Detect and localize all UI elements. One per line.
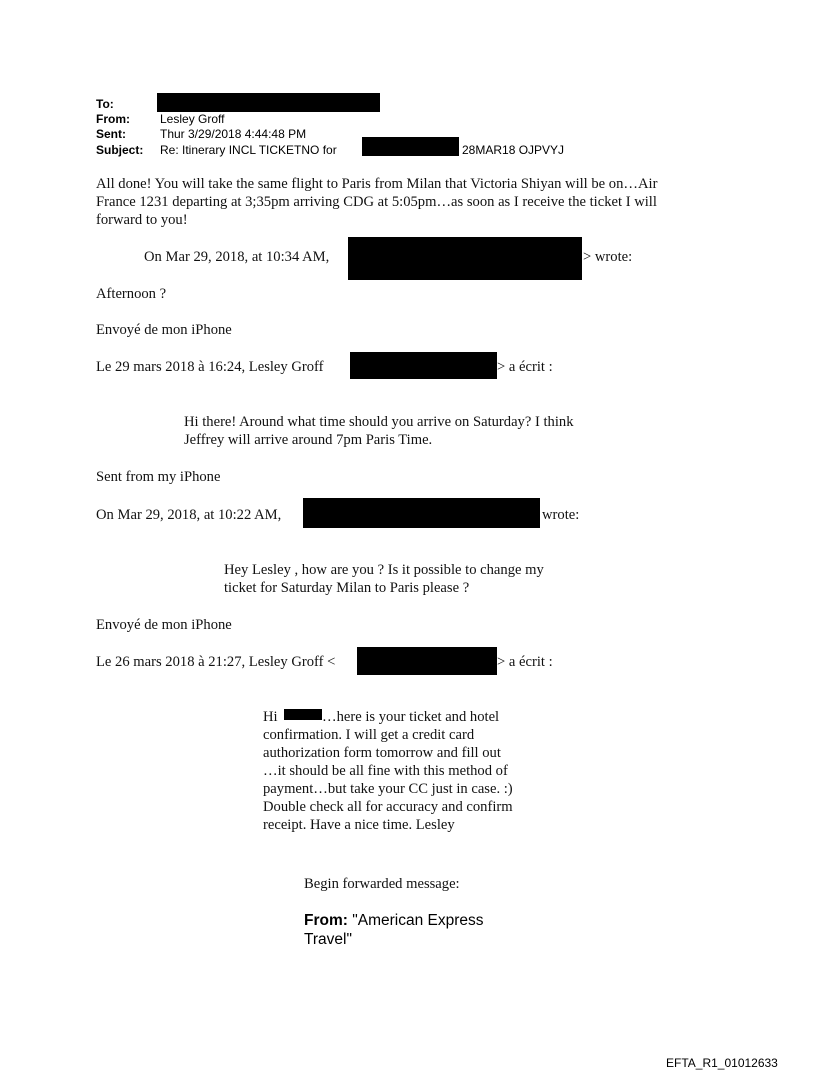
redaction-name [284,709,322,720]
afternoon-text: Afternoon ? [96,286,167,302]
signature-sent-iphone: Sent from my iPhone [96,469,221,485]
ticket-body [263,726,513,834]
begin-forwarded: Begin forwarded message: [304,876,460,892]
from-label: From: [96,112,130,126]
quote-header-2-suffix: > a écrit : [497,359,553,375]
quote-header-3-suffix: wrote: [542,507,580,523]
body-line: Double check all for accuracy and confirm [263,799,513,815]
sent-value: Thur 3/29/2018 4:44:48 PM [160,127,307,141]
reply-line: forward to you! [96,212,188,228]
body-line: Hey Lesley , how are you ? Is it possible to change my [224,562,544,578]
quote-header-2: Le 29 mars 2018 à 16:24, Lesley Groff [96,359,324,375]
redaction-quote-1 [348,237,582,280]
hi-line-prefix: Hi [263,709,278,725]
body-line: …it should be all fine with this method of [263,763,508,779]
subject-prefix: Re: Itinerary INCL TICKETNO for [160,143,337,157]
redaction-quote-3 [303,498,540,528]
signature-envoye-2: Envoyé de mon iPhone [96,617,232,633]
quote-header-1-suffix: > wrote: [583,249,633,265]
forwarded-from-label: From: [304,912,348,929]
hey-lesley-body [224,561,544,597]
quote-header-1: On Mar 29, 2018, at 10:34 AM, [144,249,330,265]
quote-header-3: On Mar 29, 2018, at 10:22 AM, [96,507,282,523]
hi-line-suffix: …here is your ticket and hotel [322,709,500,725]
redaction-to [157,93,380,112]
to-label: To: [96,97,114,111]
forwarded-from [304,911,484,949]
redaction-quote-2 [350,352,497,379]
from-value: Lesley Groff [160,112,225,126]
bates-number: EFTA_R1_01012633 [666,1056,778,1070]
forwarded-from-value: "American Express [352,912,484,929]
reply-line: All done! You will take the same flight to Paris from Milan that Victoria Shiyan will be on…Air [96,176,658,192]
body-line: ticket for Saturday Milan to Paris please ? [224,580,470,596]
subject-label: Subject: [96,143,144,157]
body-line: receipt. Have a nice time. Lesley [263,817,455,833]
body-line: Jeffrey will arrive around 7pm Paris Time. [184,432,433,448]
subject-suffix: 28MAR18 OJPVYJ [462,143,565,157]
forwarded-from-value-cont: Travel" [304,931,352,948]
hi-there-body [184,413,574,449]
body-line: Hi there! Around what time should you arrive on Saturday? I think [184,414,574,430]
body-line: confirmation. I will get a credit card [263,727,475,743]
quote-header-4: Le 26 mars 2018 à 21:27, Lesley Groff < [96,654,336,670]
body-line: authorization form tomorrow and fill out [263,745,501,761]
sent-label: Sent: [96,127,126,141]
reply-body [96,175,657,229]
quote-header-4-suffix: > a écrit : [497,654,553,670]
redaction-subject [362,137,459,156]
body-line: payment…but take your CC just in case. :) [263,781,513,797]
redaction-quote-4 [357,647,497,675]
signature-envoye-1: Envoyé de mon iPhone [96,322,232,338]
reply-line: France 1231 departing at 3;35pm arriving CDG at 5:05pm…as soon as I receive the ticket I will [96,194,657,210]
